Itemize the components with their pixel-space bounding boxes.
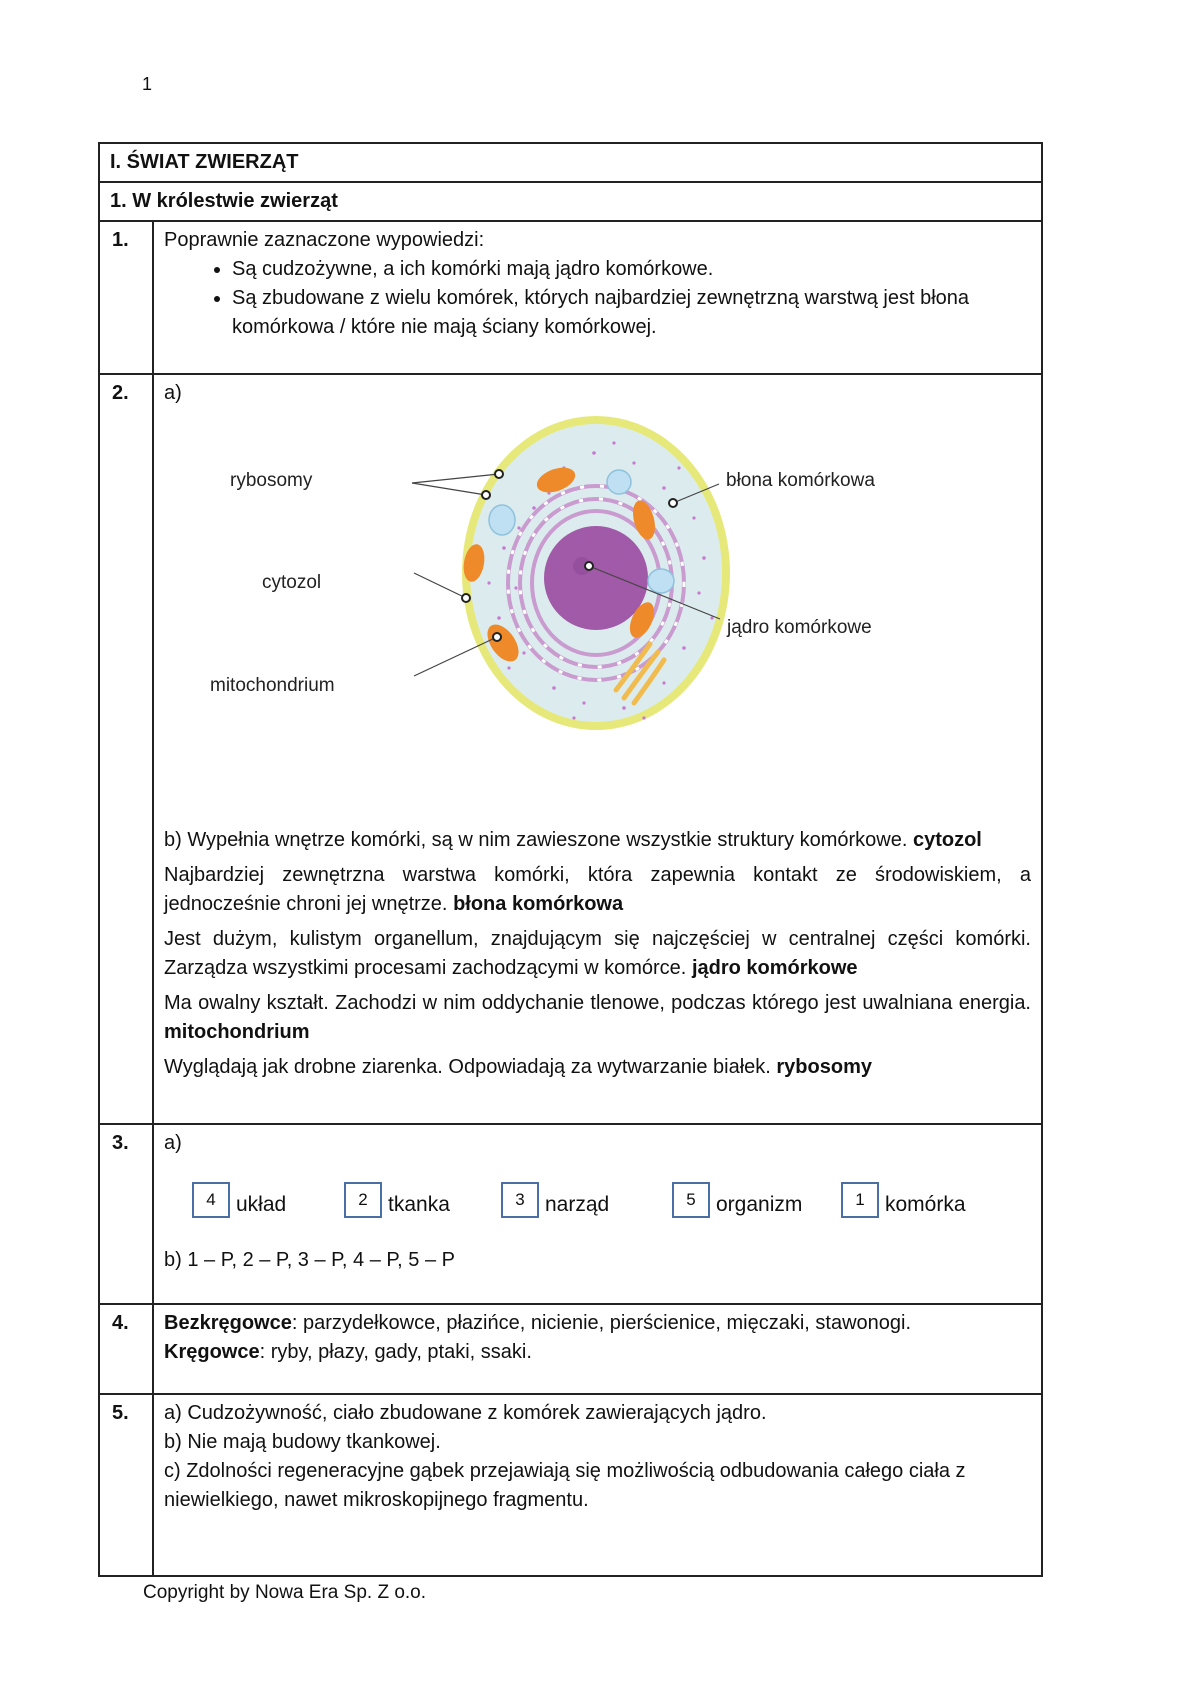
description-answer: rybosomy <box>776 1056 872 1078</box>
order-number-box: 3 <box>501 1182 539 1218</box>
description-text: Ma owalny kształt. Zachodzi w nim oddychanie tlenowe, podczas którego jest uwalniana energia. <box>164 992 1031 1014</box>
question-number: 4. <box>99 1304 153 1394</box>
question-answer <box>153 374 1042 1124</box>
ordering-item <box>344 1184 450 1219</box>
section-title: I. ŚWIAT ZWIERZĄT <box>99 143 1042 182</box>
question-answer <box>153 1394 1042 1576</box>
order-label: komórka <box>885 1193 966 1216</box>
nucleus <box>544 526 648 630</box>
description-answer: jądro komórkowe <box>691 957 858 979</box>
invertebrates-label: Bezkręgowce <box>164 1312 292 1334</box>
description-answer: błona komórkowa <box>453 893 624 915</box>
order-label: organizm <box>716 1193 803 1216</box>
q2-part-a-label: a) <box>164 382 182 404</box>
label-mitochondrion: mitochondrium <box>210 675 335 696</box>
q3-part-b: b) 1 – P, 2 – P, 3 – P, 4 – P, 5 – P <box>164 1249 455 1271</box>
question-number: 2. <box>99 374 153 1124</box>
label-ribosomes: rybosomy <box>230 470 313 491</box>
question-row-3 <box>99 1124 1042 1304</box>
question-row-4 <box>99 1304 1042 1394</box>
label-cytosol: cytozol <box>262 572 322 593</box>
answer-key-table <box>98 142 1043 1577</box>
ordering-item <box>841 1184 966 1219</box>
order-number-box: 4 <box>192 1182 230 1218</box>
q2-description <box>164 826 1031 855</box>
description-answer: mitochondrium <box>164 1021 310 1043</box>
question-answer <box>153 221 1042 374</box>
label-membrane: błona komórkowa <box>726 470 875 491</box>
question-number: 1. <box>99 221 153 374</box>
q5-line: a) Cudzożywność, ciało zbudowane z komórek zawierających jądro. <box>164 1402 767 1424</box>
order-number-box: 2 <box>344 1182 382 1218</box>
vertebrates-line <box>164 1338 1031 1367</box>
q2-description <box>164 989 1031 1047</box>
order-label: układ <box>236 1193 287 1216</box>
q1-bullets <box>164 255 1031 342</box>
question-row-5 <box>99 1394 1042 1576</box>
q3-part-a-label: a) <box>164 1132 182 1154</box>
label-nucleus: jądro komórkowe <box>727 617 872 638</box>
q2-description <box>164 925 1031 983</box>
question-number: 3. <box>99 1124 153 1304</box>
description-text: b) Wypełnia wnętrze komórki, są w nim zawieszone wszystkie struktury komórkowe. <box>164 829 908 851</box>
description-text: Wyglądają jak drobne ziarenka. Odpowiadają za wytwarzanie białek. <box>164 1056 771 1078</box>
vertebrates-text: : ryby, płazy, gady, ptaki, ssaki. <box>259 1341 532 1363</box>
invertebrates-text: : parzydełkowce, płazińce, nicienie, pierścienice, mięczaki, stawonogi. <box>291 1312 912 1334</box>
ordering-row <box>164 1164 1031 1246</box>
q2-description <box>164 1053 1031 1082</box>
description-answer: cytozol <box>912 829 982 851</box>
q5-line: b) Nie mają budowy tkankowej. <box>164 1431 441 1453</box>
ordering-item <box>501 1184 609 1219</box>
question-row-1 <box>99 221 1042 374</box>
q5-line: c) Zdolności regeneracyjne gąbek przejawiają się możliwością odbudowania całego ciała z niewielkiego, nawet mikroskopijnego fragmentu. <box>164 1460 966 1511</box>
copyright-footer: Copyright by Nowa Era Sp. Z o.o. <box>143 1582 427 1603</box>
question-answer <box>153 1124 1042 1304</box>
order-label: narząd <box>545 1193 610 1216</box>
vertebrates-label: Kręgowce <box>164 1341 260 1363</box>
q2-description <box>164 861 1031 919</box>
question-number: 5. <box>99 1394 153 1576</box>
ordering-item <box>672 1184 802 1219</box>
page-number: 1 <box>142 74 153 94</box>
q1-bullet: • Są zbudowane z wielu komórek, których najbardziej zewnętrzną warstwą jest błona komórkowa / które nie mają ściany komórkowej. <box>232 284 1031 342</box>
order-number-box: 1 <box>841 1182 879 1218</box>
order-label: tkanka <box>388 1193 450 1216</box>
ordering-item <box>192 1184 286 1219</box>
order-number-box: 5 <box>672 1182 710 1218</box>
description-text: Najbardziej zewnętrzna warstwa komórki, która zapewnia kontakt ze środowiskiem, a jednocześnie chroni jej wnętrze. <box>164 864 1031 915</box>
q1-intro: Poprawnie zaznaczone wypowiedzi: <box>164 229 485 251</box>
subsection-title: 1. W królestwie zwierząt <box>99 182 1042 221</box>
invertebrates-line <box>164 1309 1031 1338</box>
question-answer <box>153 1304 1042 1394</box>
description-text: Jest dużym, kulistym organellum, znajdującym się najczęściej w centralnej części komórki. Zarządza wszystkimi procesami zachodzącymi w komórce. <box>164 928 1031 979</box>
animal-cell-diagram <box>164 408 1031 820</box>
q1-bullet: • Są cudzożywne, a ich komórki mają jądro komórkowe. <box>232 255 1031 284</box>
question-row-2 <box>99 374 1042 1124</box>
